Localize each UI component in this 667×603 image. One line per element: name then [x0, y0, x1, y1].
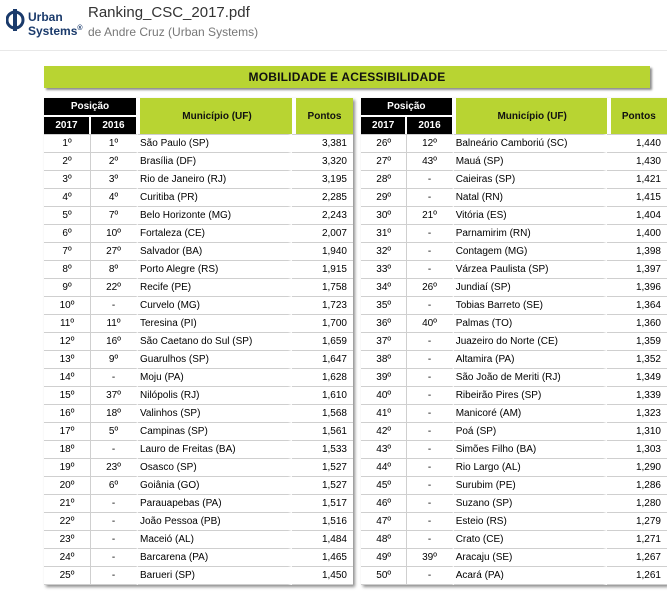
- rank-2017-cell: 35º: [361, 296, 407, 314]
- municipality-cell: Manicoré (AM): [454, 404, 607, 422]
- rank-2017-cell: 33º: [361, 260, 407, 278]
- logo-mark-icon: [6, 7, 26, 35]
- table-row: [44, 170, 353, 188]
- year-2016-header: 2016: [91, 117, 138, 134]
- rank-2016-cell: -: [407, 224, 453, 242]
- municipality-cell: Goiânia (GO): [138, 476, 292, 494]
- table-row: [44, 566, 353, 585]
- municipality-cell: Belo Horizonte (MG): [138, 206, 292, 224]
- rank-2017-cell: 2º: [44, 152, 91, 170]
- table-row: [361, 548, 667, 566]
- rank-2016-cell: 12º: [407, 134, 453, 152]
- table-row: [44, 242, 353, 260]
- rank-2017-cell: 49º: [361, 548, 407, 566]
- municipality-cell: Brasília (DF): [138, 152, 292, 170]
- table-row: [44, 440, 353, 458]
- rank-2017-cell: 21º: [44, 494, 91, 512]
- municipality-cell: Parnamirim (RN): [454, 224, 607, 242]
- table-row: [44, 404, 353, 422]
- points-cell: 1,279: [607, 512, 667, 530]
- rank-2016-cell: 40º: [407, 314, 453, 332]
- rank-2017-cell: 22º: [44, 512, 91, 530]
- rank-2016-cell: -: [407, 458, 453, 476]
- points-cell: 1,700: [292, 314, 353, 332]
- municipality-cell: Juazeiro do Norte (CE): [454, 332, 607, 350]
- municipality-cell: Mauá (SP): [454, 152, 607, 170]
- rank-2016-cell: -: [407, 188, 453, 206]
- rank-2016-cell: -: [407, 422, 453, 440]
- points-cell: 1,628: [292, 368, 353, 386]
- points-cell: 3,195: [292, 170, 353, 188]
- municipality-cell: Maceió (AL): [138, 530, 292, 548]
- rank-2016-cell: -: [91, 494, 138, 512]
- municipality-cell: Caieiras (SP): [454, 170, 607, 188]
- table-row: [44, 134, 353, 152]
- rank-2016-cell: -: [407, 242, 453, 260]
- points-cell: 1,271: [607, 530, 667, 548]
- table-row: [361, 188, 667, 206]
- rank-2017-cell: 16º: [44, 404, 91, 422]
- rank-2016-cell: -: [407, 368, 453, 386]
- municipality-cell: Curitiba (PR): [138, 188, 292, 206]
- document-title[interactable]: Ranking_CSC_2017.pdf: [88, 4, 250, 21]
- points-cell: 1,533: [292, 440, 353, 458]
- points-cell: 1,339: [607, 386, 667, 404]
- rank-2016-cell: -: [91, 440, 138, 458]
- rank-2016-cell: 4º: [91, 188, 138, 206]
- rank-2017-cell: 50º: [361, 566, 407, 585]
- table-row: [361, 260, 667, 278]
- municipality-cell: Esteio (RS): [454, 512, 607, 530]
- rank-2016-cell: 39º: [407, 548, 453, 566]
- table-row: [361, 494, 667, 512]
- rank-2017-cell: 37º: [361, 332, 407, 350]
- document-author[interactable]: de Andre Cruz (Urban Systems): [88, 25, 259, 39]
- municipality-cell: Teresina (PI): [138, 314, 292, 332]
- rank-2016-cell: 7º: [91, 206, 138, 224]
- points-cell: 3,381: [292, 134, 353, 152]
- municipality-cell: Palmas (TO): [454, 314, 607, 332]
- table-row: [361, 278, 667, 296]
- municipality-cell: Várzea Paulista (SP): [454, 260, 607, 278]
- points-cell: 1,610: [292, 386, 353, 404]
- rank-2017-cell: 41º: [361, 404, 407, 422]
- rank-2016-cell: -: [407, 494, 453, 512]
- points-cell: 1,396: [607, 278, 667, 296]
- municipality-cell: Altamira (PA): [454, 350, 607, 368]
- municipality-cell: Jundiaí (SP): [454, 278, 607, 296]
- points-cell: 1,516: [292, 512, 353, 530]
- municipality-cell: Poá (SP): [454, 422, 607, 440]
- municipality-header: Município (UF): [138, 98, 292, 134]
- points-cell: 1,400: [607, 224, 667, 242]
- year-2016-header: 2016: [407, 117, 453, 134]
- municipality-cell: São Caetano do Sul (SP): [138, 332, 292, 350]
- rank-2017-cell: 45º: [361, 476, 407, 494]
- rank-2017-cell: 29º: [361, 188, 407, 206]
- table-row: [361, 242, 667, 260]
- points-cell: 1,527: [292, 476, 353, 494]
- municipality-cell: Simões Filho (BA): [454, 440, 607, 458]
- municipality-cell: Rio Largo (AL): [454, 458, 607, 476]
- table-row: [361, 314, 667, 332]
- table-row: [44, 530, 353, 548]
- table-row: [361, 530, 667, 548]
- rank-2017-cell: 23º: [44, 530, 91, 548]
- table-row: [44, 368, 353, 386]
- points-cell: 1,397: [607, 260, 667, 278]
- points-cell: 1,398: [607, 242, 667, 260]
- logo-line-1: Urban: [28, 10, 63, 24]
- rank-2017-cell: 38º: [361, 350, 407, 368]
- municipality-cell: Acará (PA): [454, 566, 607, 585]
- rank-2017-cell: 27º: [361, 152, 407, 170]
- municipality-header: Município (UF): [454, 98, 607, 134]
- table-row: [361, 350, 667, 368]
- municipality-cell: Surubim (PE): [454, 476, 607, 494]
- document-header: [0, 0, 667, 51]
- rank-2017-cell: 48º: [361, 530, 407, 548]
- position-header: Posição: [361, 98, 454, 117]
- table-row: [361, 440, 667, 458]
- table-row: [361, 332, 667, 350]
- points-cell: 3,320: [292, 152, 353, 170]
- rank-2017-cell: 8º: [44, 260, 91, 278]
- points-cell: 1,364: [607, 296, 667, 314]
- table-row: [44, 548, 353, 566]
- municipality-cell: Fortaleza (CE): [138, 224, 292, 242]
- table-row: [44, 332, 353, 350]
- points-cell: 1,352: [607, 350, 667, 368]
- rank-2017-cell: 44º: [361, 458, 407, 476]
- table-row: [361, 152, 667, 170]
- rank-2017-cell: 42º: [361, 422, 407, 440]
- points-cell: 1,568: [292, 404, 353, 422]
- rank-2016-cell: -: [407, 566, 453, 585]
- table-row: [44, 314, 353, 332]
- table-row: [361, 512, 667, 530]
- ranking-rows-left: [44, 134, 353, 585]
- municipality-cell: São Paulo (SP): [138, 134, 292, 152]
- points-cell: 1,430: [607, 152, 667, 170]
- rank-2016-cell: -: [407, 476, 453, 494]
- rank-2016-cell: 43º: [407, 152, 453, 170]
- municipality-cell: Ribeirão Pires (SP): [454, 386, 607, 404]
- points-cell: 1,450: [292, 566, 353, 585]
- points-cell: 1,915: [292, 260, 353, 278]
- rank-2016-cell: -: [91, 530, 138, 548]
- table-row: [44, 350, 353, 368]
- rank-2016-cell: 2º: [91, 152, 138, 170]
- municipality-cell: Aracaju (SE): [454, 548, 607, 566]
- municipality-cell: Guarulhos (SP): [138, 350, 292, 368]
- rank-2017-cell: 9º: [44, 278, 91, 296]
- table-row: [361, 206, 667, 224]
- points-cell: 1,527: [292, 458, 353, 476]
- points-cell: 1,440: [607, 134, 667, 152]
- rank-2016-cell: 16º: [91, 332, 138, 350]
- points-cell: 1,359: [607, 332, 667, 350]
- rank-2016-cell: -: [407, 170, 453, 188]
- points-header: Pontos: [607, 98, 667, 134]
- rank-2017-cell: 20º: [44, 476, 91, 494]
- rank-2016-cell: -: [407, 296, 453, 314]
- table-row: [361, 224, 667, 242]
- rank-2017-cell: 24º: [44, 548, 91, 566]
- rank-2017-cell: 32º: [361, 242, 407, 260]
- rank-2016-cell: 3º: [91, 170, 138, 188]
- rank-2017-cell: 14º: [44, 368, 91, 386]
- points-cell: 1,465: [292, 548, 353, 566]
- rank-2017-cell: 34º: [361, 278, 407, 296]
- section-title: MOBILIDADE E ACESSIBILIDADE: [44, 66, 650, 88]
- rank-2016-cell: 9º: [91, 350, 138, 368]
- ranking-table-right: [361, 98, 667, 585]
- points-cell: 1,659: [292, 332, 353, 350]
- table-row: [44, 152, 353, 170]
- rank-2016-cell: -: [407, 386, 453, 404]
- municipality-cell: Campinas (SP): [138, 422, 292, 440]
- rank-2016-cell: -: [407, 332, 453, 350]
- rank-2016-cell: -: [91, 566, 138, 585]
- municipality-cell: Vitória (ES): [454, 206, 607, 224]
- table-row: [44, 494, 353, 512]
- logo-line-2: Systems®: [28, 24, 83, 38]
- document-page: [0, 51, 667, 603]
- rank-2016-cell: 26º: [407, 278, 453, 296]
- municipality-cell: Suzano (SP): [454, 494, 607, 512]
- table-row: [361, 476, 667, 494]
- points-cell: 1,758: [292, 278, 353, 296]
- table-row: [44, 422, 353, 440]
- table-row: [361, 566, 667, 585]
- rank-2016-cell: 6º: [91, 476, 138, 494]
- rank-2016-cell: -: [91, 548, 138, 566]
- points-cell: 1,421: [607, 170, 667, 188]
- year-2017-header: 2017: [44, 117, 91, 134]
- rank-2016-cell: 1º: [91, 134, 138, 152]
- points-cell: 1,261: [607, 566, 667, 585]
- points-cell: 1,415: [607, 188, 667, 206]
- table-row: [44, 386, 353, 404]
- urban-systems-logo[interactable]: [6, 6, 90, 36]
- rank-2017-cell: 25º: [44, 566, 91, 585]
- rank-2017-cell: 4º: [44, 188, 91, 206]
- rank-2017-cell: 39º: [361, 368, 407, 386]
- rank-2016-cell: -: [91, 296, 138, 314]
- rank-2017-cell: 28º: [361, 170, 407, 188]
- rank-2016-cell: 23º: [91, 458, 138, 476]
- municipality-cell: Osasco (SP): [138, 458, 292, 476]
- rank-2016-cell: 5º: [91, 422, 138, 440]
- points-cell: 2,007: [292, 224, 353, 242]
- points-cell: 1,290: [607, 458, 667, 476]
- table-row: [44, 458, 353, 476]
- rank-2016-cell: -: [91, 368, 138, 386]
- table-row: [44, 260, 353, 278]
- rank-2017-cell: 10º: [44, 296, 91, 314]
- points-header: Pontos: [292, 98, 353, 134]
- table-row: [361, 422, 667, 440]
- table-row: [44, 296, 353, 314]
- points-cell: 1,561: [292, 422, 353, 440]
- table-row: [361, 404, 667, 422]
- municipality-cell: Moju (PA): [138, 368, 292, 386]
- rank-2017-cell: 30º: [361, 206, 407, 224]
- rank-2016-cell: -: [407, 404, 453, 422]
- points-cell: 2,285: [292, 188, 353, 206]
- rank-2016-cell: -: [407, 512, 453, 530]
- rank-2017-cell: 7º: [44, 242, 91, 260]
- rank-2017-cell: 5º: [44, 206, 91, 224]
- table-row: [44, 206, 353, 224]
- rank-2016-cell: -: [407, 440, 453, 458]
- rank-2016-cell: 37º: [91, 386, 138, 404]
- points-cell: 1,267: [607, 548, 667, 566]
- points-cell: 1,647: [292, 350, 353, 368]
- points-cell: 1,940: [292, 242, 353, 260]
- points-cell: 2,243: [292, 206, 353, 224]
- rank-2017-cell: 12º: [44, 332, 91, 350]
- rank-2017-cell: 6º: [44, 224, 91, 242]
- points-cell: 1,310: [607, 422, 667, 440]
- rank-2017-cell: 36º: [361, 314, 407, 332]
- rank-2017-cell: 40º: [361, 386, 407, 404]
- municipality-cell: São João de Meriti (RJ): [454, 368, 607, 386]
- points-cell: 1,517: [292, 494, 353, 512]
- points-cell: 1,303: [607, 440, 667, 458]
- ranking-table-left: [44, 98, 353, 585]
- points-cell: 1,323: [607, 404, 667, 422]
- municipality-cell: Nilópolis (RJ): [138, 386, 292, 404]
- points-cell: 1,280: [607, 494, 667, 512]
- rank-2016-cell: 11º: [91, 314, 138, 332]
- municipality-cell: Contagem (MG): [454, 242, 607, 260]
- rank-2017-cell: 3º: [44, 170, 91, 188]
- points-cell: 1,286: [607, 476, 667, 494]
- points-cell: 1,484: [292, 530, 353, 548]
- table-row: [361, 458, 667, 476]
- points-cell: 1,723: [292, 296, 353, 314]
- municipality-cell: Barcarena (PA): [138, 548, 292, 566]
- municipality-cell: Tobias Barreto (SE): [454, 296, 607, 314]
- rank-2017-cell: 46º: [361, 494, 407, 512]
- table-row: [44, 476, 353, 494]
- rank-2016-cell: -: [407, 350, 453, 368]
- rank-2016-cell: -: [407, 530, 453, 548]
- ranking-rows-right: [361, 134, 667, 585]
- municipality-cell: Barueri (SP): [138, 566, 292, 585]
- municipality-cell: João Pessoa (PB): [138, 512, 292, 530]
- position-header: Posição: [44, 98, 138, 117]
- rank-2017-cell: 13º: [44, 350, 91, 368]
- rank-2017-cell: 15º: [44, 386, 91, 404]
- year-2017-header: 2017: [361, 117, 407, 134]
- municipality-cell: Porto Alegre (RS): [138, 260, 292, 278]
- table-row: [361, 170, 667, 188]
- rank-2017-cell: 19º: [44, 458, 91, 476]
- table-row: [361, 368, 667, 386]
- table-row: [361, 134, 667, 152]
- municipality-cell: Salvador (BA): [138, 242, 292, 260]
- municipality-cell: Curvelo (MG): [138, 296, 292, 314]
- rank-2016-cell: 22º: [91, 278, 138, 296]
- table-row: [44, 512, 353, 530]
- rank-2017-cell: 11º: [44, 314, 91, 332]
- municipality-cell: Valinhos (SP): [138, 404, 292, 422]
- rank-2017-cell: 17º: [44, 422, 91, 440]
- rank-2016-cell: 10º: [91, 224, 138, 242]
- municipality-cell: Balneário Camboriú (SC): [454, 134, 607, 152]
- rank-2017-cell: 26º: [361, 134, 407, 152]
- points-cell: 1,404: [607, 206, 667, 224]
- rank-2017-cell: 18º: [44, 440, 91, 458]
- table-row: [44, 278, 353, 296]
- rank-2016-cell: 18º: [91, 404, 138, 422]
- table-row: [44, 188, 353, 206]
- points-cell: 1,360: [607, 314, 667, 332]
- municipality-cell: Rio de Janeiro (RJ): [138, 170, 292, 188]
- rank-2017-cell: 31º: [361, 224, 407, 242]
- rank-2016-cell: 21º: [407, 206, 453, 224]
- points-cell: 1,349: [607, 368, 667, 386]
- rank-2017-cell: 43º: [361, 440, 407, 458]
- table-row: [44, 224, 353, 242]
- rank-2017-cell: 47º: [361, 512, 407, 530]
- municipality-cell: Natal (RN): [454, 188, 607, 206]
- municipality-cell: Lauro de Freitas (BA): [138, 440, 292, 458]
- municipality-cell: Crato (CE): [454, 530, 607, 548]
- table-row: [361, 296, 667, 314]
- rank-2016-cell: -: [407, 260, 453, 278]
- rank-2016-cell: 27º: [91, 242, 138, 260]
- rank-2016-cell: -: [91, 512, 138, 530]
- municipality-cell: Parauapebas (PA): [138, 494, 292, 512]
- table-row: [361, 386, 667, 404]
- rank-2017-cell: 1º: [44, 134, 91, 152]
- rank-2016-cell: 8º: [91, 260, 138, 278]
- municipality-cell: Recife (PE): [138, 278, 292, 296]
